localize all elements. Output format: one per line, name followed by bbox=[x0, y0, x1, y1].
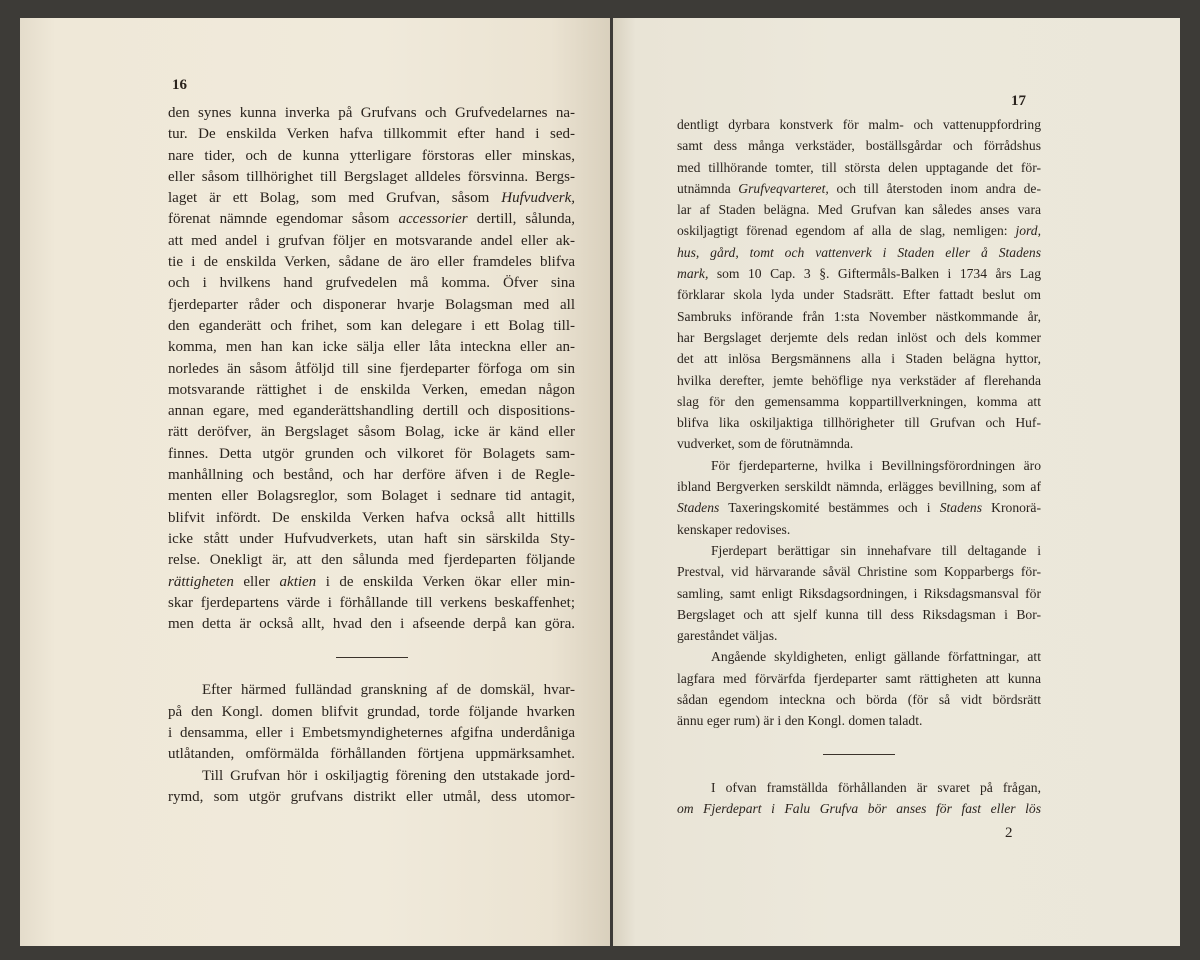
text-line bbox=[677, 178, 1041, 199]
text-run: och i hvilkens hand grufvedelen må komma. Öfver sina bbox=[168, 275, 575, 292]
text-line bbox=[168, 723, 575, 744]
text-line bbox=[677, 370, 1041, 391]
text-line bbox=[677, 625, 1041, 646]
text-line bbox=[677, 583, 1041, 604]
italic-text: om Fjerdepart i Falu Grufva bör anses för fast eller lös bbox=[677, 800, 1041, 816]
text-line bbox=[168, 508, 575, 529]
italic-text: Grufveqvarteret, bbox=[738, 180, 829, 196]
italic-text: jord, bbox=[1015, 223, 1041, 239]
text-run: relse. Onekligt är, att den sålunda med fjerdeparten följande bbox=[168, 552, 575, 569]
text-run: ännu eger rum) är i den Kongl. domen taladt. bbox=[677, 713, 923, 729]
text-line bbox=[677, 284, 1041, 305]
signature-mark: 2 bbox=[1005, 825, 1013, 841]
text-run: För fjerdeparterne, hvilka i Bevillningsförordningen äro bbox=[711, 457, 1041, 473]
text-line bbox=[168, 572, 575, 593]
left-page-text bbox=[168, 103, 575, 808]
text-line bbox=[168, 529, 575, 550]
text-line bbox=[677, 604, 1041, 625]
text-run: Angående skyldigheten, enligt gällande författningar, att bbox=[711, 649, 1041, 665]
italic-text: Stadens bbox=[677, 500, 720, 516]
text-run: gareståndet väljas. bbox=[677, 628, 778, 644]
text-run: annan egare, med eganderättshandling dertill och dispositions- bbox=[168, 403, 575, 420]
text-run: skar fjerdepartens värde i förhållande till verkens beskaffenhet; bbox=[168, 594, 575, 611]
text-run: förenat nämnde egendomar såsom bbox=[168, 211, 399, 228]
text-run: dentligt dyrbara konstverk för malm- och vattenuppfordring bbox=[677, 117, 1041, 132]
text-line bbox=[168, 295, 575, 316]
text-run: finnes. Detta utgör grunden och vilkoret för Bolagets sam- bbox=[168, 445, 575, 462]
text-run: slag för den gemensamma koppartillverkningen, komma att bbox=[677, 393, 1041, 409]
text-run: fjerdeparter råder och disponerar hvarje Bolagsman med all bbox=[168, 296, 575, 313]
text-line bbox=[168, 316, 575, 337]
page-number: 17 bbox=[1011, 93, 1026, 109]
text-run: Efter härmed fulländad granskning af de domskäl, hvar- bbox=[202, 682, 575, 699]
text-run: men detta är också allt, hvad den i afseende derpå kan göra. bbox=[168, 616, 575, 633]
text-line bbox=[677, 391, 1041, 412]
text-line bbox=[677, 497, 1041, 518]
text-line bbox=[168, 124, 575, 145]
text-run: manhållning och bestånd, och har derföre äfven i de Regle- bbox=[168, 467, 575, 484]
text-run: förklarar skola lyda under Stadsrätt. Efter fattadt beslut om bbox=[677, 287, 1041, 303]
text-line bbox=[168, 209, 575, 230]
text-run: norledes än såsom åtföljd till sine fjerdeparter förfoga om sin bbox=[168, 360, 575, 377]
text-line bbox=[677, 476, 1041, 497]
text-run: på den Kongl. domen blifvit grundad, torde följande hvarken bbox=[168, 703, 575, 720]
text-run: eller bbox=[233, 573, 280, 590]
left-page bbox=[20, 18, 610, 946]
text-run: blifvit infördt. De enskilda Verken hafva också allt hittills bbox=[168, 509, 575, 526]
text-run: utnämnda bbox=[677, 180, 739, 196]
text-run: Sambruks införande från 1:sta November nästkommande år, bbox=[677, 308, 1041, 324]
text-run: dertill, sålunda, bbox=[467, 211, 575, 228]
text-line bbox=[168, 465, 575, 486]
text-line bbox=[677, 561, 1041, 582]
italic-text: rättigheten bbox=[168, 573, 234, 590]
text-run: med tillhörande tomter, till största delen upptagande det för- bbox=[677, 159, 1041, 175]
text-run: kenskaper redovises. bbox=[677, 521, 791, 537]
text-run: Fjerdepart berättigar sin innehafvare till deltagande i bbox=[711, 542, 1041, 558]
paragraph-block bbox=[168, 103, 575, 635]
text-run: och till återstoden inom andra de- bbox=[828, 180, 1041, 196]
text-run: Kronorä- bbox=[982, 500, 1041, 516]
text-run: har Bergslaget derjemte dels redan inlöst och dels kommer bbox=[677, 329, 1041, 345]
text-run: Prestval, vid härvarande såväl Christine som Kopparbergs för- bbox=[677, 564, 1041, 580]
italic-text: Stadens bbox=[939, 500, 983, 516]
text-line bbox=[677, 798, 1041, 819]
text-line bbox=[677, 263, 1041, 284]
text-line bbox=[168, 702, 575, 723]
text-run: Till Grufvan hör i oskiljagtig förening den utstakade jord- bbox=[202, 767, 575, 784]
text-run: tur. De enskilda Verken hafva tillkommit efter hand i sed- bbox=[168, 126, 575, 143]
text-run: motsvarande rättighet i de enskilda Verken, emedan någon bbox=[168, 381, 575, 398]
text-run: det att inlösa Bergsmännens alla i Staden belägna hyttor, bbox=[677, 351, 1041, 367]
text-line bbox=[168, 252, 575, 273]
text-line bbox=[677, 455, 1041, 476]
paragraph-block bbox=[677, 114, 1041, 732]
text-run: att med andel i grufvan följer en motsvarande andel eller ak- bbox=[168, 232, 575, 249]
text-line bbox=[677, 114, 1041, 135]
text-run: lar af Staden belägna. Med Grufvan kan således anses vara bbox=[677, 202, 1041, 218]
text-line bbox=[168, 593, 575, 614]
text-line bbox=[168, 231, 575, 252]
text-line bbox=[677, 135, 1041, 156]
text-line bbox=[168, 614, 575, 635]
text-run: hvilka derefter, jemte behöflige nya verkstäder af flerehanda bbox=[677, 372, 1041, 388]
text-line bbox=[677, 327, 1041, 348]
text-line bbox=[168, 744, 575, 765]
paragraph-block bbox=[677, 777, 1041, 820]
text-line bbox=[677, 668, 1041, 689]
italic-text: Hufvudverk, bbox=[501, 190, 575, 207]
text-run: som 10 Cap. 3 §. Giftermåls-Balken i 1734 års Lag bbox=[708, 266, 1041, 282]
text-line bbox=[168, 766, 575, 787]
right-page bbox=[613, 18, 1180, 946]
text-line bbox=[168, 167, 575, 188]
text-line bbox=[677, 412, 1041, 433]
text-line bbox=[168, 188, 575, 209]
text-run: eller såsom tillhörighet till Bergslaget alldeles försvinna. Bergs- bbox=[168, 168, 575, 185]
text-line bbox=[677, 199, 1041, 220]
text-run: Bergslaget och att sjelf kunna till dess Riksdagsman i Bor- bbox=[677, 606, 1041, 622]
page-number: 16 bbox=[172, 77, 187, 93]
text-run: utlåtanden, omförmälda förhållanden förtjena uppmärksamhet. bbox=[168, 746, 575, 763]
text-line bbox=[168, 680, 575, 701]
text-line bbox=[168, 337, 575, 358]
text-line bbox=[677, 220, 1041, 241]
text-line bbox=[168, 146, 575, 167]
right-page-text bbox=[677, 114, 1041, 819]
text-line bbox=[168, 103, 575, 124]
text-line bbox=[168, 444, 575, 465]
text-line bbox=[677, 710, 1041, 731]
text-line bbox=[677, 777, 1041, 798]
text-run: samling, samt enligt Riksdagsordningen, i Riksdagsmansval för bbox=[677, 585, 1041, 601]
text-line bbox=[168, 359, 575, 380]
text-run: sådan egendom inteckna och börda (för så vidt bördsrätt bbox=[677, 692, 1041, 708]
text-run: ibland Bergverken serskildt nämnda, erlägges bevillning, som af bbox=[677, 479, 1041, 495]
text-run: blifva lika oskiljaktiga tillhörigheter till Grufvan och Huf- bbox=[677, 415, 1041, 431]
italic-text: accessorier bbox=[398, 211, 468, 228]
text-run: nare tider, och de kunna ytterligare förstoras eller minskas, bbox=[168, 147, 575, 164]
text-run: icke stått under Hufvudverkets, utan haft sin särskilda Sty- bbox=[168, 530, 575, 547]
text-line bbox=[677, 242, 1041, 263]
text-line bbox=[677, 433, 1041, 454]
text-line bbox=[677, 157, 1041, 178]
text-line bbox=[677, 540, 1041, 561]
text-run: i densamma, eller i Embetsmyndigheternes afgifna underdåniga bbox=[168, 725, 575, 742]
italic-text: mark, bbox=[677, 266, 709, 282]
text-run: rätt deröfver, än Bergslaget såsom Bolag, icke är känd eller bbox=[168, 424, 575, 441]
text-run: vudverket, som de förutnämnda. bbox=[677, 436, 854, 452]
text-run: lagfara med förvärfda fjerdeparter samt rättigheten att kunna bbox=[677, 670, 1041, 686]
text-run: menten eller Bolagsreglor, som Bolaget i sednare tid antagit, bbox=[168, 488, 575, 505]
text-line bbox=[168, 380, 575, 401]
text-line bbox=[168, 486, 575, 507]
text-run: den eganderätt och frihet, som kan delegare i ett Bolag till- bbox=[168, 317, 575, 334]
text-line bbox=[677, 689, 1041, 710]
text-run: I ofvan framställda förhållanden är svaret på frågan, bbox=[711, 779, 1041, 795]
text-run: rymd, som utgör grufvans distrikt eller utmål, dess utomor- bbox=[168, 788, 575, 805]
text-run: laget är ett Bolag, som med Grufvan, såsom bbox=[168, 190, 502, 207]
text-run: Taxeringskomité bestämmes och i bbox=[719, 500, 940, 516]
text-line bbox=[168, 550, 575, 571]
text-run: tie i de enskilda Verken, sådane de äro eller framdeles blifva bbox=[168, 254, 575, 271]
italic-text: aktien bbox=[279, 573, 317, 590]
text-line bbox=[168, 401, 575, 422]
text-run: samt dess många verkstäder, boställsgårdar och förrådshus bbox=[677, 138, 1041, 154]
text-line bbox=[168, 273, 575, 294]
text-run: i de enskilda Verken ökar eller min- bbox=[316, 573, 575, 590]
text-run: komma, men han kan icke sälja eller låta inteckna eller an- bbox=[168, 339, 575, 356]
text-run: oskiljagtigt förenad egendom af alla de slag, nemligen: bbox=[677, 223, 1016, 239]
text-run: den synes kunna inverka på Grufvans och Grufvedelarnes na- bbox=[168, 105, 575, 121]
text-line bbox=[168, 787, 575, 808]
paragraph-block bbox=[168, 680, 575, 808]
text-line bbox=[677, 348, 1041, 369]
text-line bbox=[677, 306, 1041, 327]
text-line bbox=[677, 646, 1041, 667]
italic-text: hus, gård, tomt och vattenverk i Staden eller å Stadens bbox=[677, 244, 1041, 260]
text-line bbox=[677, 519, 1041, 540]
text-line bbox=[168, 422, 575, 443]
